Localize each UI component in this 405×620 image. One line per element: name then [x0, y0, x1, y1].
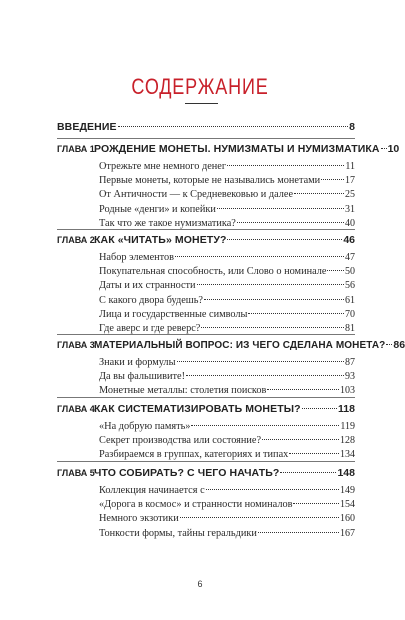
toc-entry[interactable] — [99, 421, 355, 435]
leader-dots — [197, 284, 344, 285]
toc-chapter-4 — [57, 403, 355, 464]
chapter-title: РОЖДЕНИЕ МОНЕТЫ. НУМИЗМАТЫ И НУМИЗМАТИКА — [94, 143, 380, 155]
entry-title: Монетные металлы: столетия поисков — [99, 385, 267, 397]
leader-dots — [180, 517, 339, 518]
chapter-page: 10 — [387, 143, 400, 155]
leader-dots — [262, 439, 339, 440]
leader-dots — [227, 239, 342, 240]
entry-title: Где аверс и где реверс? — [99, 322, 201, 334]
entry-page: 128 — [340, 435, 355, 447]
toc-chapter-2 — [57, 234, 355, 337]
divider — [57, 397, 355, 398]
intro-page: 8 — [349, 121, 355, 133]
chapter-label: ГЛАВА 4 — [57, 404, 95, 414]
entry-page: 31 — [345, 203, 355, 215]
chapter-title: МАТЕРИАЛЬНЫЙ ВОПРОС: ИЗ ЧЕГО СДЕЛАНА МОНЕТА? — [94, 340, 386, 351]
toc-entry[interactable] — [99, 513, 355, 527]
leader-dots — [227, 165, 344, 166]
toc-entry[interactable] — [99, 485, 355, 499]
title-underline — [185, 103, 218, 104]
chapter-title: КАК СИСТЕМАТИЗИРОВАТЬ МОНЕТЫ? — [94, 403, 301, 415]
entry-title: Отрежьте мне немного денег — [99, 161, 227, 172]
entry-page: 87 — [345, 357, 355, 368]
leader-dots — [248, 313, 344, 314]
chapter-label: ГЛАВА 2 — [57, 235, 95, 245]
chapter-heading[interactable] — [57, 467, 355, 483]
entry-page: 81 — [345, 322, 355, 334]
leader-dots — [293, 503, 339, 504]
chapter-heading[interactable] — [57, 234, 355, 250]
entry-title: «На добрую память» — [99, 421, 191, 432]
entry-page: 61 — [345, 294, 355, 306]
leader-dots — [267, 389, 339, 390]
divider — [57, 138, 355, 139]
page-title: СОДЕРЖАНИЕ — [131, 74, 269, 99]
entry-page: 134 — [340, 449, 355, 461]
entry-page: 50 — [345, 266, 355, 278]
leader-dots — [118, 126, 349, 127]
leader-dots — [289, 453, 339, 454]
chapter-title: КАК «ЧИТАТЬ» МОНЕТУ? — [94, 234, 227, 246]
toc-entry[interactable] — [99, 204, 355, 218]
page-number: 6 — [197, 579, 203, 589]
toc-entry[interactable] — [99, 252, 355, 266]
entry-page: 154 — [340, 499, 355, 511]
toc-entry[interactable] — [99, 161, 355, 175]
chapter-title: ЧТО СОБИРАТЬ? С ЧЕГО НАЧАТЬ? — [94, 467, 280, 479]
divider — [57, 461, 355, 462]
entry-page: 119 — [340, 421, 355, 432]
chapter-page: 86 — [393, 339, 405, 351]
entry-title: Так что же такое нумизматика? — [99, 217, 236, 229]
toc-chapter-3 — [57, 339, 405, 400]
leader-dots — [217, 208, 344, 209]
entry-page: 17 — [345, 175, 355, 187]
divider — [57, 334, 355, 335]
toc-intro-row[interactable] — [57, 121, 355, 137]
entry-title: Да вы фальшивите! — [99, 371, 186, 383]
leader-dots — [191, 425, 339, 426]
leader-dots — [177, 361, 345, 362]
entry-title: Тонкости формы, тайны геральдики — [99, 527, 257, 539]
intro-title: ВВЕДЕНИЕ — [57, 121, 117, 133]
toc-entry[interactable] — [99, 295, 355, 309]
chapter-page: 148 — [337, 467, 355, 479]
chapter-heading[interactable] — [57, 403, 355, 419]
toc-chapter-1 — [57, 143, 400, 232]
divider — [57, 229, 355, 230]
entry-title: От Античности — к Средневековью и далее — [99, 189, 294, 201]
chapter-page: 118 — [338, 403, 355, 415]
entry-title: Немного экзотики — [99, 513, 179, 525]
leader-dots — [321, 179, 344, 180]
chapter-page: 46 — [343, 234, 355, 246]
toc-entry[interactable] — [99, 499, 355, 513]
entry-page: 149 — [340, 485, 355, 496]
leader-dots — [294, 193, 344, 194]
entry-page: 167 — [340, 527, 355, 539]
toc-entry[interactable] — [99, 435, 355, 449]
chapter-heading[interactable] — [57, 339, 405, 355]
toc-entry[interactable] — [99, 175, 355, 189]
chapter-label: ГЛАВА 5 — [57, 468, 95, 478]
entry-title: Первые монеты, которые не назывались монетами — [99, 175, 321, 187]
entry-title: Набор элементов — [99, 252, 175, 263]
toc-entry[interactable] — [99, 280, 355, 294]
entry-page: 93 — [345, 371, 355, 383]
leader-dots — [258, 532, 339, 533]
entry-page: 103 — [340, 385, 355, 397]
leader-dots — [186, 375, 344, 376]
entry-title: Покупательная способность, или Слово о номинале — [99, 266, 327, 278]
toc-entry[interactable] — [99, 189, 355, 203]
leader-dots — [206, 489, 339, 490]
entry-page: 40 — [345, 217, 355, 229]
entry-title: С какого двора будешь? — [99, 294, 203, 306]
leader-dots — [201, 327, 344, 328]
leader-dots — [386, 344, 392, 345]
toc-entry[interactable] — [99, 357, 355, 371]
entry-title: Знаки и формулы — [99, 357, 176, 368]
toc-entry[interactable] — [99, 309, 355, 323]
leader-dots — [237, 222, 344, 223]
entry-title: Лица и государственные символы — [99, 308, 248, 320]
entry-title: «Дорога в космос» и странности номиналов — [99, 499, 293, 511]
entry-title: Родные «денги» и копейки — [99, 203, 216, 215]
chapter-label: ГЛАВА 3 — [57, 340, 95, 350]
leader-dots — [175, 256, 344, 257]
entry-title: Коллекция начинается с — [99, 485, 205, 496]
chapter-heading[interactable] — [57, 143, 400, 159]
toc-intro[interactable] — [57, 121, 355, 137]
entry-page: 47 — [345, 252, 355, 263]
leader-dots — [381, 148, 387, 149]
toc-entry[interactable] — [99, 266, 355, 280]
entry-page: 56 — [345, 280, 355, 292]
leader-dots — [327, 270, 344, 271]
leader-dots — [204, 299, 344, 300]
toc-entry[interactable] — [99, 528, 355, 542]
entry-page: 11 — [345, 161, 355, 172]
leader-dots — [302, 408, 337, 409]
toc-chapter-5 — [57, 467, 355, 542]
leader-dots — [280, 472, 336, 473]
chapter-label: ГЛАВА 1 — [57, 144, 95, 154]
entry-page: 70 — [345, 308, 355, 320]
toc-entry[interactable] — [99, 371, 355, 385]
entry-title: Секрет производства или состояние? — [99, 435, 262, 447]
entry-title: Разбираемся в группах, категориях и типах — [99, 449, 289, 461]
entry-page: 160 — [340, 513, 355, 525]
entry-page: 25 — [345, 189, 355, 201]
entry-title: Даты и их странности — [99, 280, 196, 292]
